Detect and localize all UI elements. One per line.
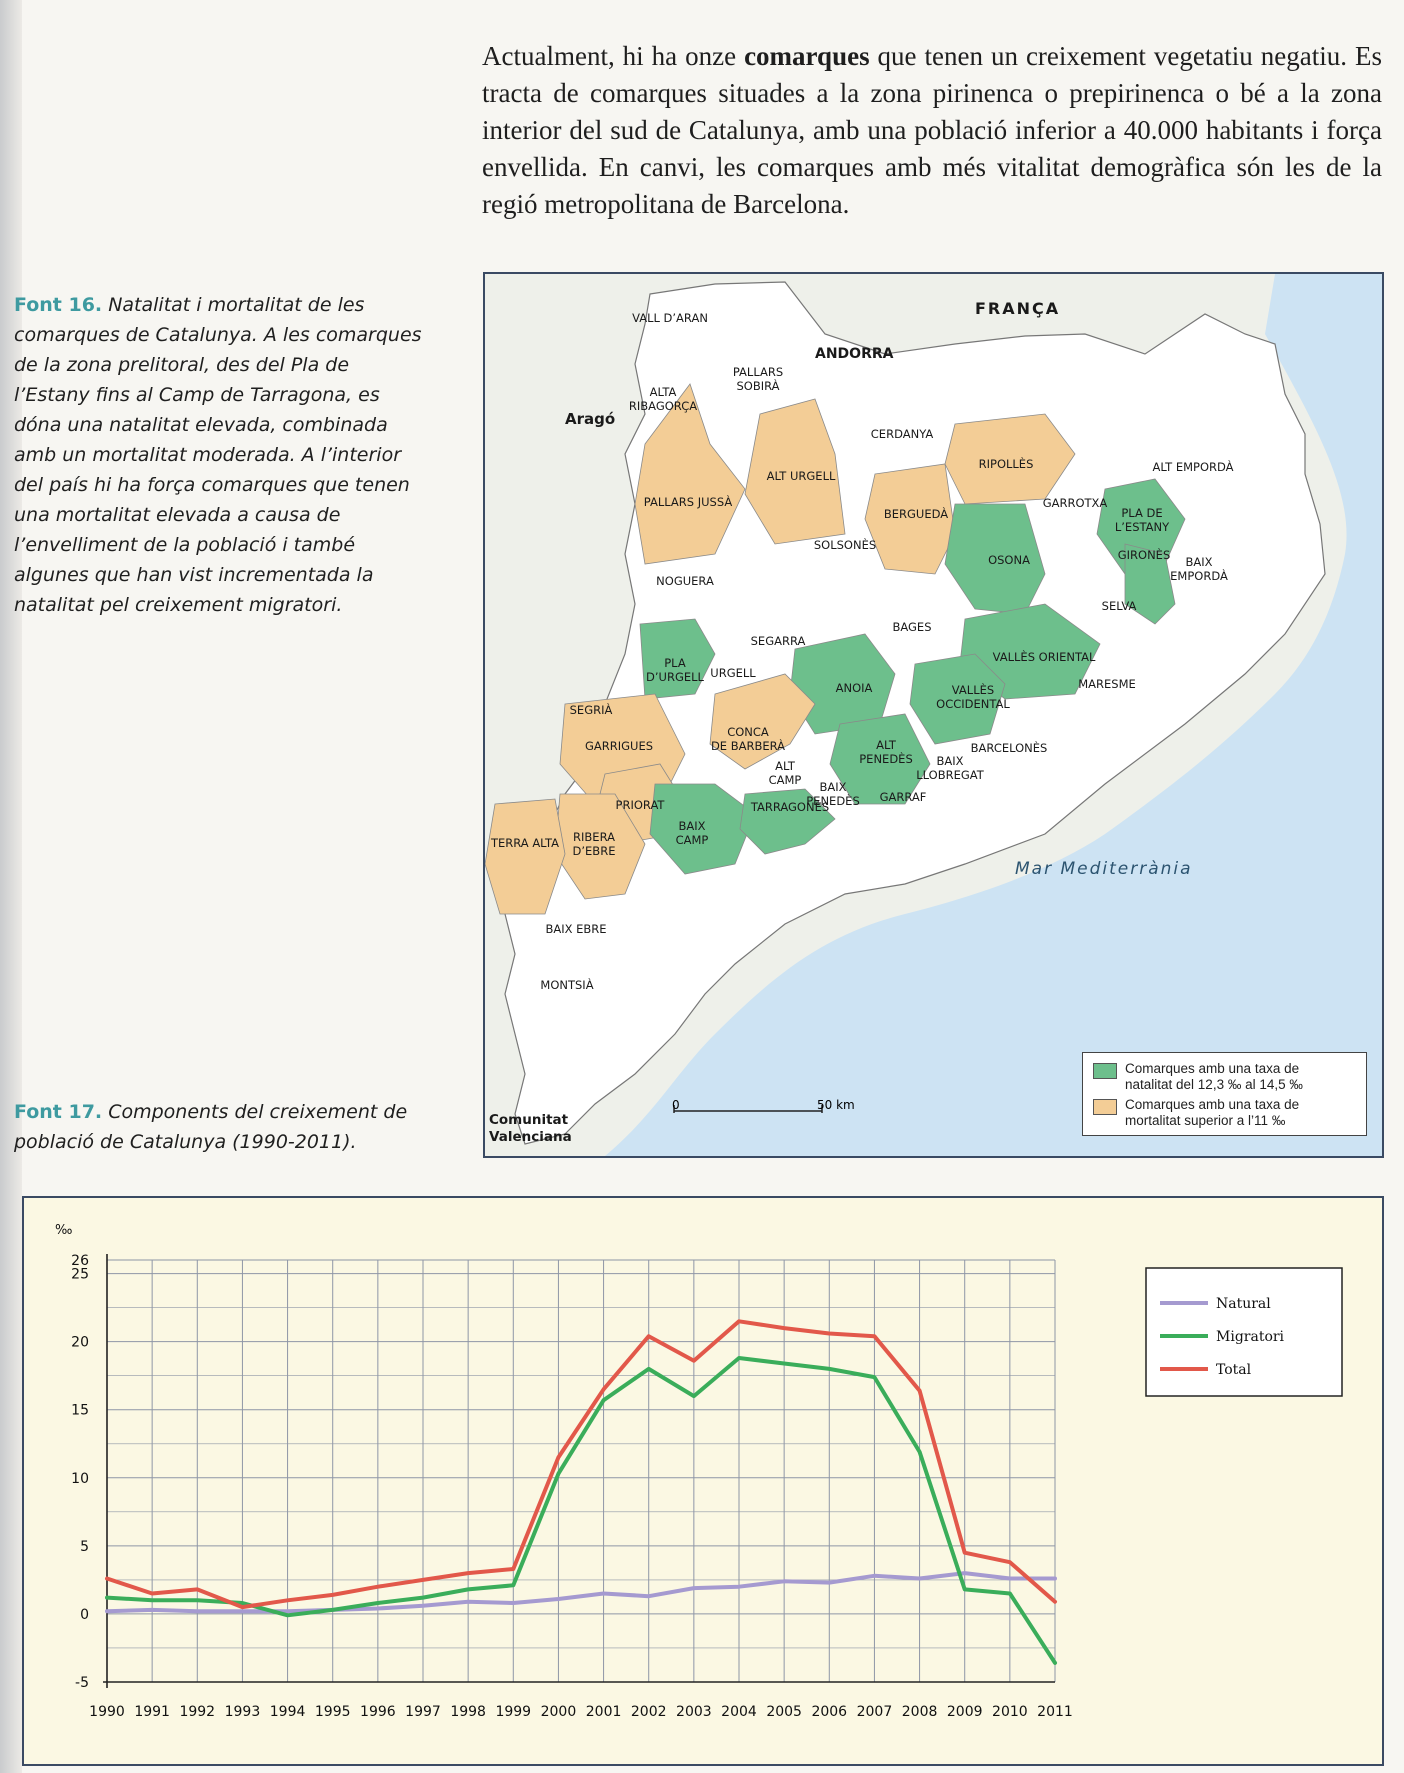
region-label-solson-s: SOLSONÈS	[813, 538, 877, 552]
region-label-bages: BAGES	[892, 620, 932, 634]
region-label-cerdanya: CERDANYA	[870, 427, 934, 441]
region-label-alta-ribagor-a-line2: RIBAGORÇA	[628, 399, 698, 413]
scale-zero: 0	[672, 1099, 680, 1112]
y-axis-unit: ‰	[55, 1223, 73, 1238]
y-tick-label-20: 20	[71, 1334, 89, 1351]
region-label-osona: OSONA	[988, 553, 1030, 567]
region-label-alt-empord-: ALT EMPORDÀ	[1152, 460, 1234, 474]
x-tick-label-1993: 1993	[224, 1704, 261, 1720]
x-tick-label-2007: 2007	[856, 1704, 893, 1720]
region-label-urgell: URGELL	[710, 666, 756, 680]
map-legend	[1082, 1052, 1367, 1136]
region-label-ribera-d-ebre: RIBERA	[573, 830, 615, 844]
legend-label-natural: Natural	[1216, 1296, 1271, 1312]
region-label-segarra: SEGARRA	[750, 634, 806, 648]
intro-paragraph	[482, 38, 1382, 223]
scale-label: 50 km	[817, 1099, 855, 1112]
arago-label: Aragó	[565, 410, 616, 428]
y-tick-label-26: 26	[71, 1253, 89, 1269]
region-label-tarragon-s: TARRAGONÈS	[750, 800, 830, 814]
x-tick-label-2006: 2006	[811, 1704, 848, 1720]
font17-label: Font 17.	[14, 1101, 103, 1123]
x-tick-label-2011: 2011	[1037, 1704, 1073, 1720]
region-label-priorat: PRIORAT	[615, 798, 665, 812]
legend-mortality-line2: mortalitat superior a l’11 ‰	[1125, 1113, 1286, 1128]
region-label-alt-pened-s: ALT	[876, 738, 896, 752]
region-label-pallars-sobir-: PALLARS	[732, 365, 784, 379]
x-tick-label-2000: 2000	[540, 1704, 577, 1720]
page-edge-shadow	[0, 0, 22, 1773]
x-tick-label-2001: 2001	[585, 1704, 622, 1720]
region-label-alt-urgell: ALT URGELL	[766, 469, 836, 483]
region-label-alt-pened-s-line2: PENEDÈS	[859, 752, 913, 766]
region-label-anoia: ANOIA	[835, 681, 873, 695]
x-tick-label-2009: 2009	[946, 1704, 983, 1720]
region-label-garrigues: GARRIGUES	[584, 739, 654, 753]
region-label-ripoll-s: RIPOLLÈS	[978, 457, 1034, 471]
growth-chart	[22, 1196, 1384, 1766]
chart-canvas	[24, 1198, 1382, 1764]
region-label-baix-empord-: BAIX	[1185, 555, 1213, 569]
region-label-pla-d-urgell: PLA	[664, 656, 686, 670]
x-tick-label-2010: 2010	[992, 1704, 1028, 1720]
region-label-conca-de-barber--line2: DE BARBERÀ	[710, 739, 786, 753]
y-tick-label--5: -5	[75, 1675, 89, 1691]
legend-label-migratori: Migratori	[1216, 1329, 1285, 1345]
intro-text-end: que tenen un creixement vegetatiu negatiu. Es tracta de comarques situades a la zona pirinenca o prepirinenca o bé a la zona interior del sud de Catalunya, amb una població inferior a 40.000 habitants i força envellida. En canvi, les comarques amb més vitalitat demogràfica són les de la regió metropolitana de Barcelona.	[482, 41, 1382, 219]
valencia-label-2: Valenciana	[489, 1129, 572, 1145]
map-canvas	[485, 274, 1382, 1156]
region-label-baix-camp-line2: CAMP	[675, 833, 709, 847]
font17-caption	[14, 1097, 424, 1157]
legend-text-natality	[1125, 1061, 1303, 1093]
region-label-alta-ribagor-a: ALTA	[649, 385, 677, 399]
region-label-terra-alta: TERRA ALTA	[490, 836, 560, 850]
region-label-baix-llobregat: BAIX	[936, 754, 964, 768]
x-tick-label-2008: 2008	[901, 1704, 938, 1720]
region-label-maresme: MARESME	[1078, 677, 1136, 691]
region-label-vall-s-occidental-line2: OCCIDENTAL	[936, 697, 1010, 711]
region-label-baix-camp: BAIX	[678, 819, 706, 833]
region-label-pallars-sobir--line2: SOBIRÀ	[736, 379, 780, 393]
region-label-vall-d-aran: VALL D’ARAN	[632, 311, 708, 325]
scale-bar-graphic	[672, 1099, 862, 1125]
font17-text: Components del creixement de població de Catalunya (1990-2011).	[14, 1101, 408, 1153]
y-tick-label-5: 5	[80, 1538, 89, 1555]
region-label-bergued-: BERGUEDÀ	[883, 507, 949, 521]
y-tick-label-0: 0	[80, 1606, 89, 1623]
intro-bold-term: comarques	[744, 41, 870, 71]
x-tick-label-1994: 1994	[269, 1704, 306, 1720]
legend-item-mortality	[1093, 1097, 1299, 1129]
region-label-baix-empord--line2: EMPORDÀ	[1170, 569, 1228, 583]
comarques-map	[483, 272, 1384, 1158]
region-label-giron-s: GIRONÈS	[1117, 548, 1171, 562]
x-tick-label-1996: 1996	[360, 1704, 396, 1720]
region-label-montsi-: MONTSIÀ	[540, 978, 594, 992]
region-label-vall-s-occidental: VALLÈS	[951, 683, 995, 697]
x-tick-label-2002: 2002	[630, 1704, 667, 1720]
region-label-baix-ebre: BAIX EBRE	[545, 922, 607, 936]
region-label-pallars-juss-: PALLARS JUSSÀ	[643, 495, 733, 509]
series-line-total	[107, 1321, 1055, 1607]
france-label: FRANÇA	[975, 299, 1061, 318]
region-label-noguera: NOGUERA	[656, 574, 714, 588]
font16-text: Natalitat i mortalitat de les comarques de Catalunya. A les comarques de la zona prelitoral, des del Pla de l’Estany fins al Camp de Tarragona, es dóna una natalitat elevada, combinada amb un mortalitat moderada. A l’interior del país hi ha força comarques que tenen una mortalitat elevada a causa de l’envelliment de la població i també algunes que han vist incrementada la natalitat pel creixement migratori.	[14, 294, 422, 616]
region-label-pla-de-l-estany-line2: L’ESTANY	[1114, 520, 1170, 534]
legend-item-natality	[1093, 1061, 1303, 1093]
region-label-baix-pened-s-line2: PENEDÈS	[806, 794, 860, 808]
region-label-garrotxa: GARROTXA	[1042, 496, 1108, 510]
region-label-selva: SELVA	[1101, 599, 1137, 613]
y-tick-label-15: 15	[71, 1402, 89, 1419]
region-label-garraf: GARRAF	[879, 790, 927, 804]
region-label-baix-pened-s: BAIX	[819, 780, 847, 794]
x-tick-label-1999: 1999	[495, 1704, 532, 1720]
x-tick-label-1995: 1995	[314, 1704, 351, 1720]
region-label-conca-de-barber-: CONCA	[727, 725, 769, 739]
region-label-alt-camp-line2: CAMP	[768, 773, 802, 787]
region-label-ribera-d-ebre-line2: D’EBRE	[572, 844, 616, 858]
legend-mortality-line1: Comarques amb una taxa de	[1125, 1097, 1300, 1112]
legend-text-mortality	[1125, 1097, 1299, 1129]
legend-natality-line2: natalitat del 12,3 ‰ al 14,5 ‰	[1125, 1077, 1303, 1092]
series-line-migratori	[107, 1358, 1055, 1663]
valencia-label-1: Comunitat	[489, 1112, 569, 1128]
legend-swatch-green	[1093, 1063, 1117, 1079]
legend-natality-line1: Comarques amb una taxa de	[1125, 1061, 1300, 1076]
region-label-barcelon-s: BARCELONÈS	[970, 741, 1048, 755]
legend-swatch-orange	[1093, 1099, 1117, 1115]
intro-text-start: Actualment, hi ha onze	[482, 41, 745, 71]
sea-label: Mar Mediterrània	[1015, 859, 1193, 879]
x-tick-label-2004: 2004	[721, 1704, 757, 1720]
region-label-pla-d-urgell-line2: D’URGELL	[646, 670, 704, 684]
x-tick-label-1991: 1991	[134, 1704, 170, 1720]
legend-label-total: Total	[1216, 1362, 1252, 1378]
y-tick-label-10: 10	[71, 1470, 89, 1487]
region-label-baix-llobregat-line2: LLOBREGAT	[916, 768, 984, 782]
x-tick-label-1992: 1992	[179, 1704, 216, 1720]
x-tick-label-1990: 1990	[89, 1704, 125, 1720]
y-tick-label-25: 25	[71, 1266, 89, 1283]
region-label-alt-camp: ALT	[775, 759, 795, 773]
andorra-label: ANDORRA	[815, 346, 894, 362]
region-label-vall-s-oriental: VALLÈS ORIENTAL	[992, 650, 1096, 664]
region-label-pla-de-l-estany: PLA DE	[1121, 506, 1163, 520]
font16-label: Font 16.	[14, 294, 103, 316]
x-tick-label-1997: 1997	[405, 1704, 441, 1720]
region-label-segri-: SEGRIÀ	[569, 703, 613, 717]
x-tick-label-1998: 1998	[450, 1704, 486, 1720]
font16-caption	[14, 290, 424, 620]
x-tick-label-2003: 2003	[676, 1704, 712, 1720]
x-tick-label-2005: 2005	[766, 1704, 802, 1720]
